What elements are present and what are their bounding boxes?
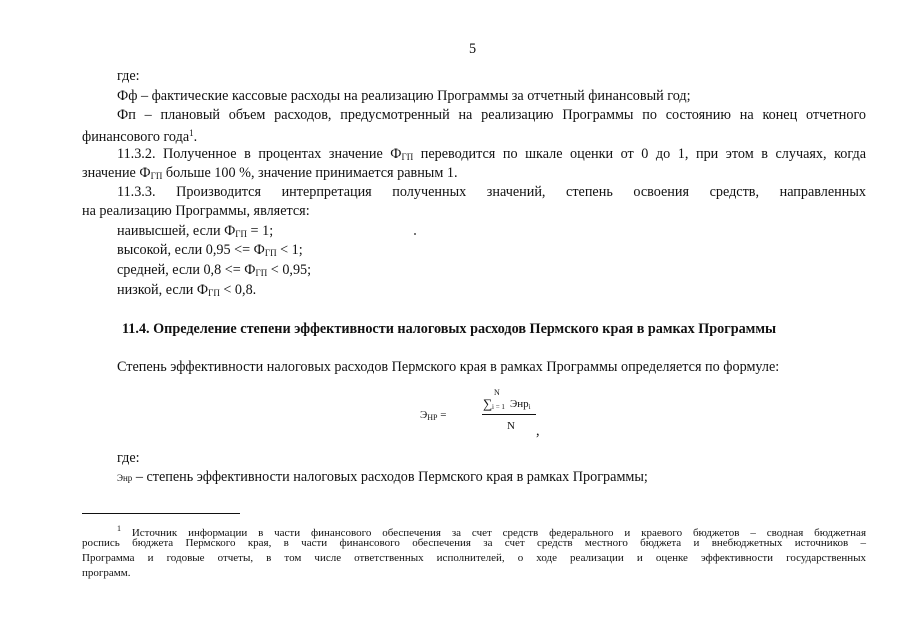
formula-sum-sign: ∑ xyxy=(483,396,493,411)
footnote-line4: программ. xyxy=(82,567,131,579)
paragraph-11-3-3-line2: на реализацию Программы, является: xyxy=(82,203,310,219)
formula-lower-limit: i = 1 xyxy=(492,403,505,411)
level-medium: средней, если $0,8 <= Ф_{ГП} < 0,95$; xyxy=(117,262,312,278)
formula-upper-limit: N xyxy=(494,388,500,397)
footnote-reference: 1 xyxy=(189,128,194,138)
level-high: высокой, если $0,95 <= Ф_{ГП} < 1$; xyxy=(117,242,303,258)
level-low: низкой, если $Ф_{ГП} < 0,8$. xyxy=(117,282,257,298)
ff-definition: Фф – фактические кассовые расходы на реализацию Программы за отчетный финансовый год; xyxy=(117,88,691,104)
scan-speck xyxy=(414,233,416,235)
enr-definition: Энр – степень эффективности налоговых расходов Пермского края в рамках Программы; xyxy=(117,469,648,485)
paragraph-11-3-2-line2: значение $Ф_{ГП}$ больше 100 %, значение принимается равным 1. xyxy=(82,165,458,181)
formula-lhs: $Э_{НР}$ = xyxy=(420,409,447,422)
footnote-separator xyxy=(82,513,240,514)
page-number: 5 xyxy=(469,41,477,57)
footnote-line1: $^1$ Источник информации в части финансового обеспечения за счет средств федерального и краевого бюджетов – сводная бюджетная xyxy=(117,524,867,539)
paragraph-11-3-3-line1: 11.3.3. Производится интерпретация полученных значений, степень освоения средств, направленных xyxy=(117,184,866,200)
footnote-line2: роспись бюджета Пермского края, в части финансового обеспечения за счет средств местного бюджета и внебюджетных источников – xyxy=(82,537,866,549)
where-label-2: где: xyxy=(117,450,140,466)
formula-comma: , xyxy=(536,423,540,439)
efficiency-formula xyxy=(420,388,560,440)
formula-denominator: N xyxy=(507,420,515,432)
formula-intro: Степень эффективности налоговых расходов Пермского края в рамках Программы определяется по формуле: xyxy=(117,359,780,375)
section-heading-11-4: 11.4. Определение степени эффективности налоговых расходов Пермского края в рамках Программы xyxy=(122,321,777,337)
fp-definition-line1: Фп – плановый объем расходов, предусмотренный на реализацию Программы по состоянию на конец отчетного xyxy=(117,107,866,123)
fraction-bar xyxy=(482,414,536,415)
formula-term: Энр$_i$ xyxy=(510,398,531,411)
footnote-line3: Программа и годовые отчеты, в том числе ответственных исполнителей, о ходе реализации и оценке эффективности государственных xyxy=(82,552,866,564)
level-highest: наивысшей, если $Ф_{ГП} = 1$; xyxy=(117,223,274,239)
fp-definition-line2: финансового года$^1$. xyxy=(82,128,198,145)
paragraph-11-3-2-line1: 11.3.2. Полученное в процентах значение $Ф_{ГП}$ переводится по шкале оценки от 0 до 1, при этом в случаях, когда xyxy=(117,146,866,162)
where-label: где: xyxy=(117,68,140,84)
